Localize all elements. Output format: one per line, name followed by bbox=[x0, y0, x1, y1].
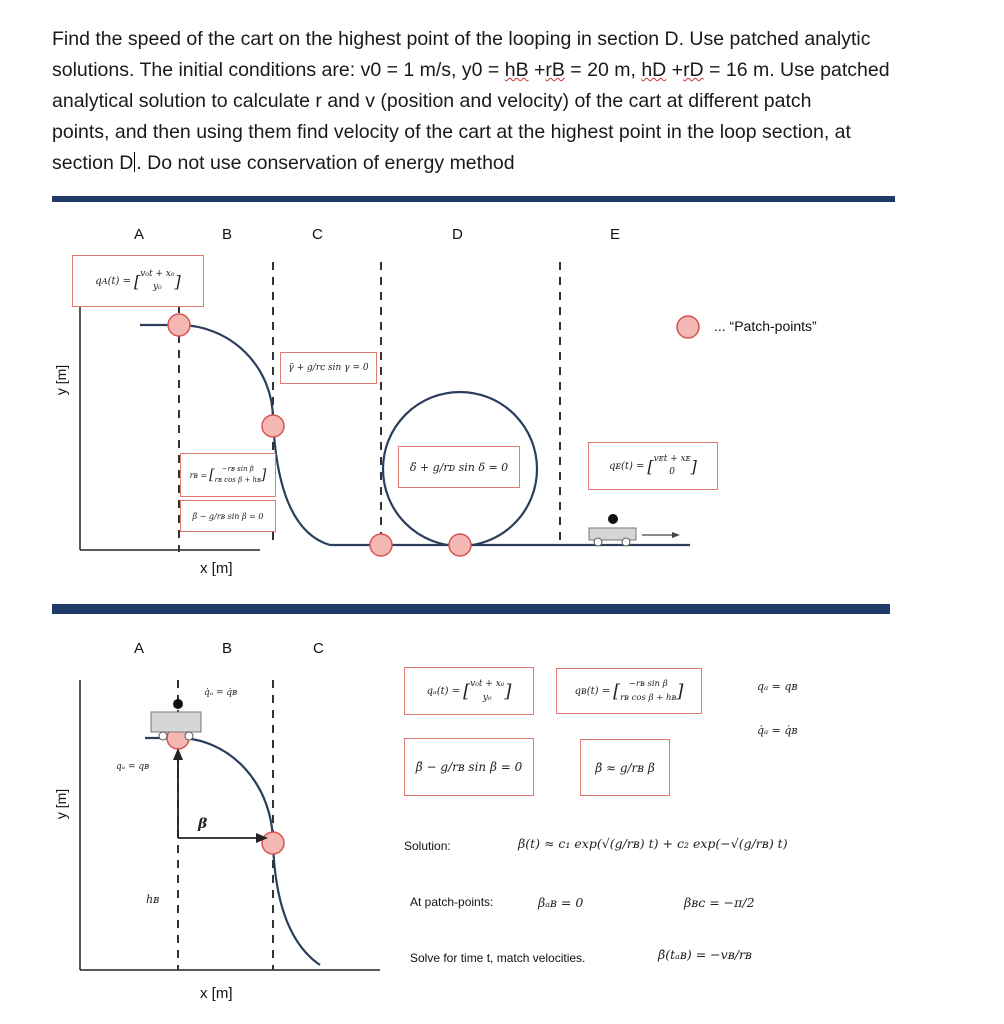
figure1-top-bar bbox=[52, 196, 895, 202]
fig1-eq-D: δ̈ + g/rᴅ sin δ = 0 bbox=[398, 446, 520, 488]
patch-point-AB bbox=[168, 314, 190, 336]
fig1-x-axis-label: x [m] bbox=[200, 560, 233, 577]
fig1-section-D: D bbox=[452, 226, 463, 243]
patch-points-label: At patch-points: bbox=[410, 895, 494, 909]
fig1-eq-rB: rʙ = [ −rʙ sin β rʙ cos β + hʙ ] bbox=[180, 453, 276, 497]
fig2-patch-point-BC bbox=[262, 832, 284, 854]
problem-line-3: analytical solution to calculate r and v (position and velocity) of the cart at different patch bbox=[52, 90, 812, 112]
solution-expression: β(t) ≈ c₁ exp(√(g/rʙ) t) + c₂ exp(−√(g/rʙ) t) bbox=[518, 836, 788, 851]
solve-instruction: Solve for time t, match velocities. bbox=[410, 951, 586, 965]
fig2-label-hB: hʙ bbox=[146, 893, 160, 906]
fig1-eq-betaB: β̈ − g/rʙ sin β = 0 bbox=[180, 500, 276, 532]
figure2-top-bar bbox=[52, 604, 890, 614]
beta-AB-value: βₐʙ = 0 bbox=[538, 895, 584, 910]
beta-dot-expression: β̇(tₐʙ) = −vʙ/rʙ bbox=[658, 947, 752, 962]
fig2-continuity-position: qₐ = qʙ bbox=[757, 680, 798, 693]
problem-line-5: section D . Do not use conservation of energy method bbox=[52, 152, 515, 174]
fig2-label-beta: β bbox=[198, 816, 208, 832]
fig1-eq-C: γ̈ + g/rᴄ sin γ = 0 bbox=[280, 352, 377, 384]
fig2-patch-point-AB bbox=[167, 727, 189, 749]
beta-BC-value: βʙᴄ = −π/2 bbox=[684, 895, 755, 910]
problem-line-4: points, and then using them find velocity of the cart at the highest point in the loop section, at bbox=[52, 121, 851, 143]
fig1-eq-qA: q A (t) = [ v₀t + x₀ y₀ ] bbox=[72, 255, 204, 307]
fig2-eq-beta: β̈ − g/rʙ sin β = 0 bbox=[404, 738, 534, 796]
fig1-section-A: A bbox=[134, 226, 145, 243]
fig2-section-C: C bbox=[313, 640, 324, 657]
solution-label: Solution: bbox=[404, 839, 451, 853]
fig2-eq-qB: qʙ(t) = [ −rʙ sin β rʙ cos β + hʙ ] bbox=[556, 668, 702, 714]
fig2-label-qdot: q̇ₐ = q̇ʙ bbox=[204, 688, 238, 698]
fig2-track bbox=[145, 738, 320, 965]
patch-point-D bbox=[449, 534, 471, 556]
fig2-eq-approx: β̈ ≈ g/rʙ β bbox=[580, 739, 670, 796]
fig1-cart-icon bbox=[589, 514, 680, 546]
patch-point-CD bbox=[370, 534, 392, 556]
patch-point-BC bbox=[262, 415, 284, 437]
fig1-section-B: B bbox=[222, 226, 233, 243]
fig2-section-A: A bbox=[134, 640, 145, 657]
fig2-eq-qA: qₐ(t) = [ v₀t + x₀ y₀ ] bbox=[404, 667, 534, 715]
fig1-eq-qE: qᴇ(t) = [ vᴇt + xᴇ 0 ] bbox=[588, 442, 718, 490]
fig2-y-axis-label: y [m] bbox=[53, 788, 70, 820]
fig2-label-qeq: qₐ = qʙ bbox=[116, 762, 150, 772]
fig2-section-B: B bbox=[222, 640, 233, 657]
patch-points-legend: ... “Patch-points” bbox=[714, 318, 817, 334]
problem-line-2: solutions. The initial conditions are: v0 = 1 m/s, y0 = hB +rB = 20 m, hD +rD = 16 m. Use patched bbox=[52, 59, 890, 81]
fig1-section-C: C bbox=[312, 226, 323, 243]
fig1-section-E: E bbox=[610, 226, 621, 243]
legend-patch-point-icon bbox=[677, 316, 699, 338]
problem-line-1: Find the speed of the cart on the highest point of the looping in section D. Use patched analytic bbox=[52, 28, 871, 50]
problem-statement bbox=[52, 24, 982, 179]
fig2-continuity-velocity: q̇ₐ = q̇ʙ bbox=[757, 724, 798, 737]
fig2-cart-icon bbox=[151, 699, 201, 740]
fig1-y-axis-label: y [m] bbox=[53, 364, 70, 396]
fig2-x-axis-label: x [m] bbox=[200, 985, 233, 1002]
